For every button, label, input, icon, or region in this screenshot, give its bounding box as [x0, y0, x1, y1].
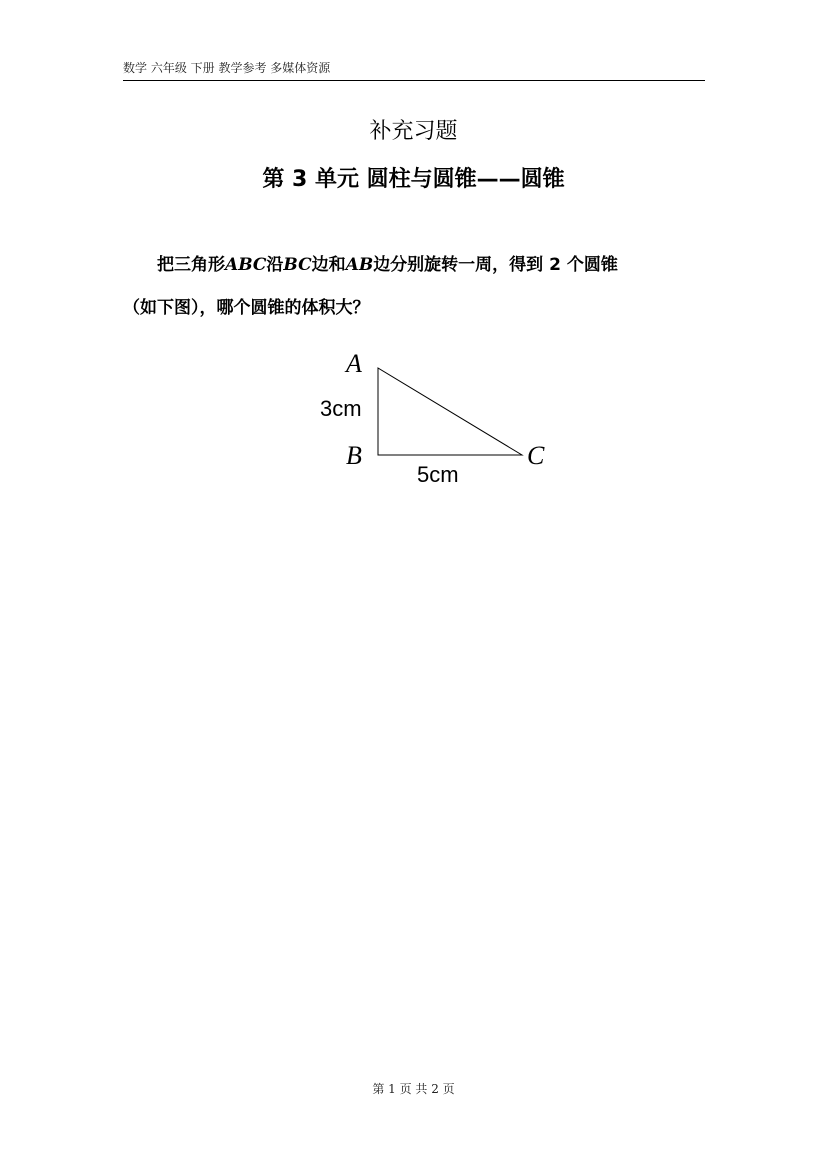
side-bc-name: BC: [283, 255, 312, 275]
problem-text-1: 把三角形: [157, 255, 225, 275]
vertex-c-label: C: [527, 441, 545, 470]
header-text: 数学 六年级 下册 教学参考 多媒体资源: [123, 61, 331, 75]
triangle-name: ABC: [225, 255, 267, 275]
triangle-shape: [378, 368, 522, 455]
side-ab-length: 3cm: [320, 396, 362, 421]
side-bc-length: 5cm: [417, 462, 459, 487]
vertex-a-label: A: [346, 349, 362, 378]
page-header: [123, 60, 705, 81]
side-ab-name: AB: [345, 255, 374, 275]
triangle-figure: [300, 340, 560, 490]
problem-text-2: 沿: [266, 255, 284, 275]
problem-text-3: 边和: [311, 255, 346, 275]
page-footer: 第 1 页 共 2 页: [372, 1082, 455, 1096]
problem-text-4: 边分别旋转一周，得到 2 个圆锥: [373, 255, 618, 275]
vertex-b-label: B: [346, 441, 362, 470]
page-title: 补充习题: [369, 119, 458, 144]
page-subtitle: 第 3 单元 圆柱与圆锥——圆锥: [262, 167, 565, 192]
problem-line-2: （如下图），哪个圆锥的体积大？: [123, 298, 370, 318]
